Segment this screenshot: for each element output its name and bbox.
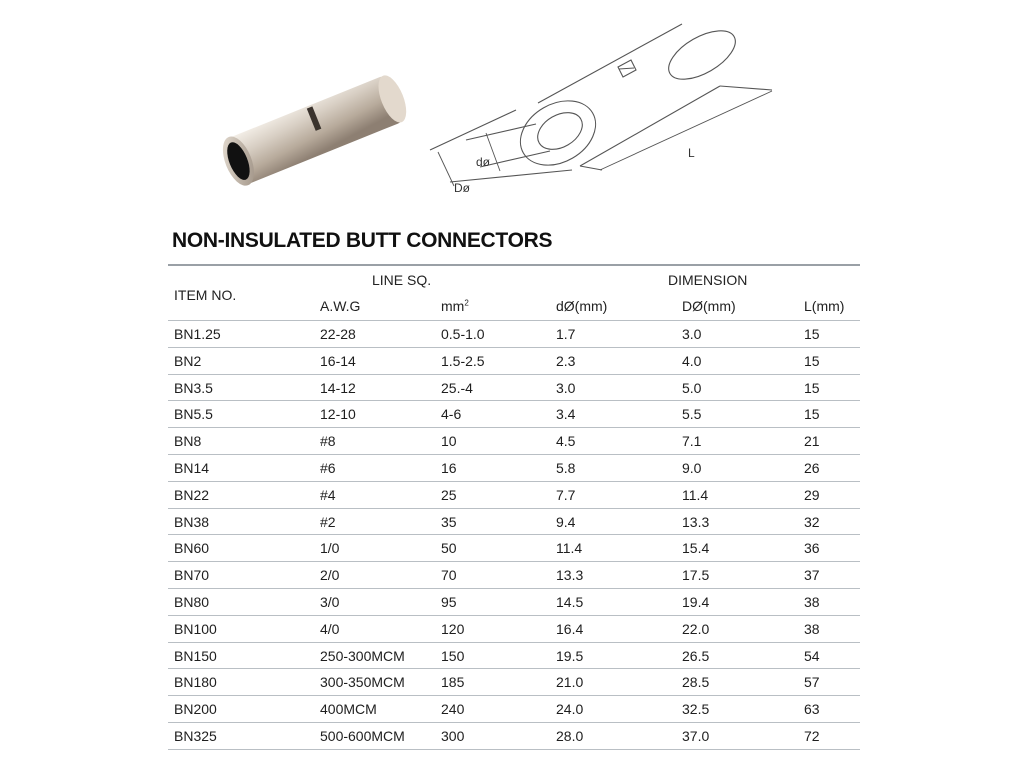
cell-mm2: 0.5-1.0 bbox=[441, 326, 485, 342]
cell-mm2: 1.5-2.5 bbox=[441, 352, 485, 369]
cell-mm2: 10 bbox=[441, 433, 457, 450]
cell-item-no: BN150 bbox=[174, 647, 217, 664]
cell-d-outer: 3.0 bbox=[682, 326, 702, 342]
cell-awg: 12-10 bbox=[320, 406, 356, 423]
row-divider bbox=[168, 427, 860, 428]
cell-length: 38 bbox=[804, 594, 820, 610]
cell-d-inner: 28.0 bbox=[556, 728, 584, 744]
cell-item-no: BN60 bbox=[174, 540, 210, 557]
cell-length: 63 bbox=[804, 701, 820, 718]
cell-awg: #8 bbox=[320, 433, 336, 450]
cell-item-no: BN80 bbox=[174, 594, 210, 610]
row-divider bbox=[168, 374, 860, 375]
row-divider bbox=[168, 642, 860, 643]
cell-item-no: BN2 bbox=[174, 352, 202, 369]
diagram-label-inner: dø bbox=[476, 155, 491, 169]
cell-d-inner: 21.0 bbox=[556, 674, 584, 691]
cell-mm2: 95 bbox=[441, 594, 457, 610]
row-divider bbox=[168, 481, 860, 482]
cell-awg: #6 bbox=[320, 460, 336, 476]
cell-item-no: BN70 bbox=[174, 567, 210, 584]
cell-length: 36 bbox=[804, 540, 820, 557]
cell-d-inner: 1.7 bbox=[556, 326, 576, 342]
cell-d-inner: 3.4 bbox=[556, 406, 576, 423]
cell-length: 15 bbox=[804, 379, 820, 396]
cell-d-outer: 22.0 bbox=[682, 620, 710, 637]
cell-awg: 2/0 bbox=[320, 567, 340, 584]
row-divider bbox=[168, 400, 860, 401]
cell-item-no: BN14 bbox=[174, 460, 210, 476]
cell-d-outer: 28.5 bbox=[682, 674, 710, 691]
header-mm2-superscript: 2 bbox=[464, 298, 469, 308]
cell-item-no: BN200 bbox=[174, 701, 217, 718]
cell-item-no: BN5.5 bbox=[174, 406, 213, 423]
cell-awg: 4/0 bbox=[320, 620, 340, 637]
cell-length: 21 bbox=[804, 433, 820, 450]
header-length: L(mm) bbox=[804, 298, 845, 314]
header-d-outer: DØ(mm) bbox=[682, 298, 736, 314]
cell-d-outer: 19.4 bbox=[682, 594, 710, 610]
cell-awg: 1/0 bbox=[320, 540, 340, 557]
cell-length: 29 bbox=[804, 486, 820, 503]
diagram-label-outer: Dø bbox=[454, 181, 470, 195]
cell-mm2: 16 bbox=[441, 460, 457, 476]
row-divider bbox=[168, 615, 860, 616]
cell-item-no: BN38 bbox=[174, 513, 210, 530]
cell-d-outer: 11.4 bbox=[682, 486, 709, 503]
row-divider bbox=[168, 668, 860, 669]
connector-dimension-diagram bbox=[420, 0, 800, 215]
cell-mm2: 150 bbox=[441, 647, 465, 664]
cell-mm2: 240 bbox=[441, 701, 465, 718]
header-bottom-rule bbox=[168, 320, 860, 321]
cell-length: 72 bbox=[804, 728, 820, 744]
header-mm2 bbox=[441, 298, 469, 314]
cell-awg: #4 bbox=[320, 486, 336, 503]
cell-item-no: BN180 bbox=[174, 674, 217, 691]
cell-d-outer: 37.0 bbox=[682, 728, 710, 744]
cell-d-inner: 9.4 bbox=[556, 513, 576, 530]
cell-awg: 22-28 bbox=[320, 326, 356, 342]
cell-mm2: 4-6 bbox=[441, 406, 462, 423]
cell-d-inner: 11.4 bbox=[556, 540, 583, 557]
cell-d-outer: 4.0 bbox=[682, 352, 702, 369]
cell-length: 15 bbox=[804, 406, 820, 423]
cell-awg: 400MCM bbox=[320, 701, 377, 718]
cell-item-no: BN100 bbox=[174, 620, 217, 637]
cell-awg: 250-300MCM bbox=[320, 647, 405, 664]
cell-d-outer: 7.1 bbox=[682, 433, 702, 450]
cell-mm2: 50 bbox=[441, 540, 457, 557]
cell-awg: 500-600MCM bbox=[320, 728, 405, 744]
cell-d-inner: 24.0 bbox=[556, 701, 584, 718]
row-divider bbox=[168, 454, 860, 455]
cell-d-outer: 17.5 bbox=[682, 567, 710, 584]
cell-mm2: 70 bbox=[441, 567, 457, 584]
cell-d-outer: 32.5 bbox=[682, 701, 710, 718]
connector-photo bbox=[210, 55, 415, 205]
cell-d-inner: 14.5 bbox=[556, 594, 584, 610]
cell-d-inner: 5.8 bbox=[556, 460, 576, 476]
cell-length: 38 bbox=[804, 620, 820, 637]
cell-length: 54 bbox=[804, 647, 820, 664]
cell-awg: #2 bbox=[320, 513, 336, 530]
cell-d-inner: 3.0 bbox=[556, 379, 576, 396]
row-divider bbox=[168, 749, 860, 750]
cell-d-outer: 13.3 bbox=[682, 513, 710, 530]
header-d-inner: dØ(mm) bbox=[556, 298, 608, 314]
cell-d-inner: 7.7 bbox=[556, 486, 576, 503]
cell-length: 32 bbox=[804, 513, 820, 530]
cell-mm2: 300 bbox=[441, 728, 465, 744]
row-divider bbox=[168, 347, 860, 348]
row-divider bbox=[168, 722, 860, 723]
row-divider bbox=[168, 561, 860, 562]
page-title: NON-INSULATED BUTT CONNECTORS bbox=[172, 229, 553, 252]
cell-length: 26 bbox=[804, 460, 820, 476]
cell-awg: 14-12 bbox=[320, 379, 356, 396]
cell-length: 37 bbox=[804, 567, 820, 584]
cell-length: 57 bbox=[804, 674, 820, 691]
header-dimension: DIMENSION bbox=[668, 272, 748, 288]
cell-item-no: BN8 bbox=[174, 433, 202, 450]
header-item-no: ITEM NO. bbox=[174, 287, 237, 303]
cell-d-outer: 15.4 bbox=[682, 540, 710, 557]
cell-d-outer: 5.5 bbox=[682, 406, 702, 423]
cell-item-no: BN1.25 bbox=[174, 326, 221, 342]
cell-awg: 300-350MCM bbox=[320, 674, 405, 691]
cell-mm2: 120 bbox=[441, 620, 465, 637]
cell-d-inner: 16.4 bbox=[556, 620, 584, 637]
header-mm2-text: mm bbox=[441, 298, 465, 314]
cell-item-no: BN22 bbox=[174, 486, 210, 503]
cell-d-inner: 13.3 bbox=[556, 567, 584, 584]
cell-length: 15 bbox=[804, 352, 820, 369]
cell-d-outer: 5.0 bbox=[682, 379, 702, 396]
row-divider bbox=[168, 588, 860, 589]
cell-mm2: 25.-4 bbox=[441, 379, 473, 396]
cell-length: 15 bbox=[804, 326, 820, 342]
header-awg: A.W.G bbox=[320, 298, 361, 314]
cell-awg: 3/0 bbox=[320, 594, 340, 610]
cell-d-outer: 9.0 bbox=[682, 460, 702, 476]
cell-awg: 16-14 bbox=[320, 352, 356, 369]
cell-d-inner: 4.5 bbox=[556, 433, 576, 450]
cell-item-no: BN3.5 bbox=[174, 379, 213, 396]
cell-d-inner: 19.5 bbox=[556, 647, 584, 664]
cell-item-no: BN325 bbox=[174, 728, 217, 744]
row-divider bbox=[168, 508, 860, 509]
cell-d-outer: 26.5 bbox=[682, 647, 710, 664]
cell-mm2: 25 bbox=[441, 486, 457, 503]
cell-mm2: 35 bbox=[441, 513, 457, 530]
cell-d-inner: 2.3 bbox=[556, 352, 576, 369]
table-top-rule bbox=[168, 264, 860, 266]
row-divider bbox=[168, 695, 860, 696]
row-divider bbox=[168, 534, 860, 535]
cell-mm2: 185 bbox=[441, 674, 465, 691]
diagram-label-length: L bbox=[688, 146, 695, 160]
header-line-sq: LINE SQ. bbox=[372, 272, 432, 288]
